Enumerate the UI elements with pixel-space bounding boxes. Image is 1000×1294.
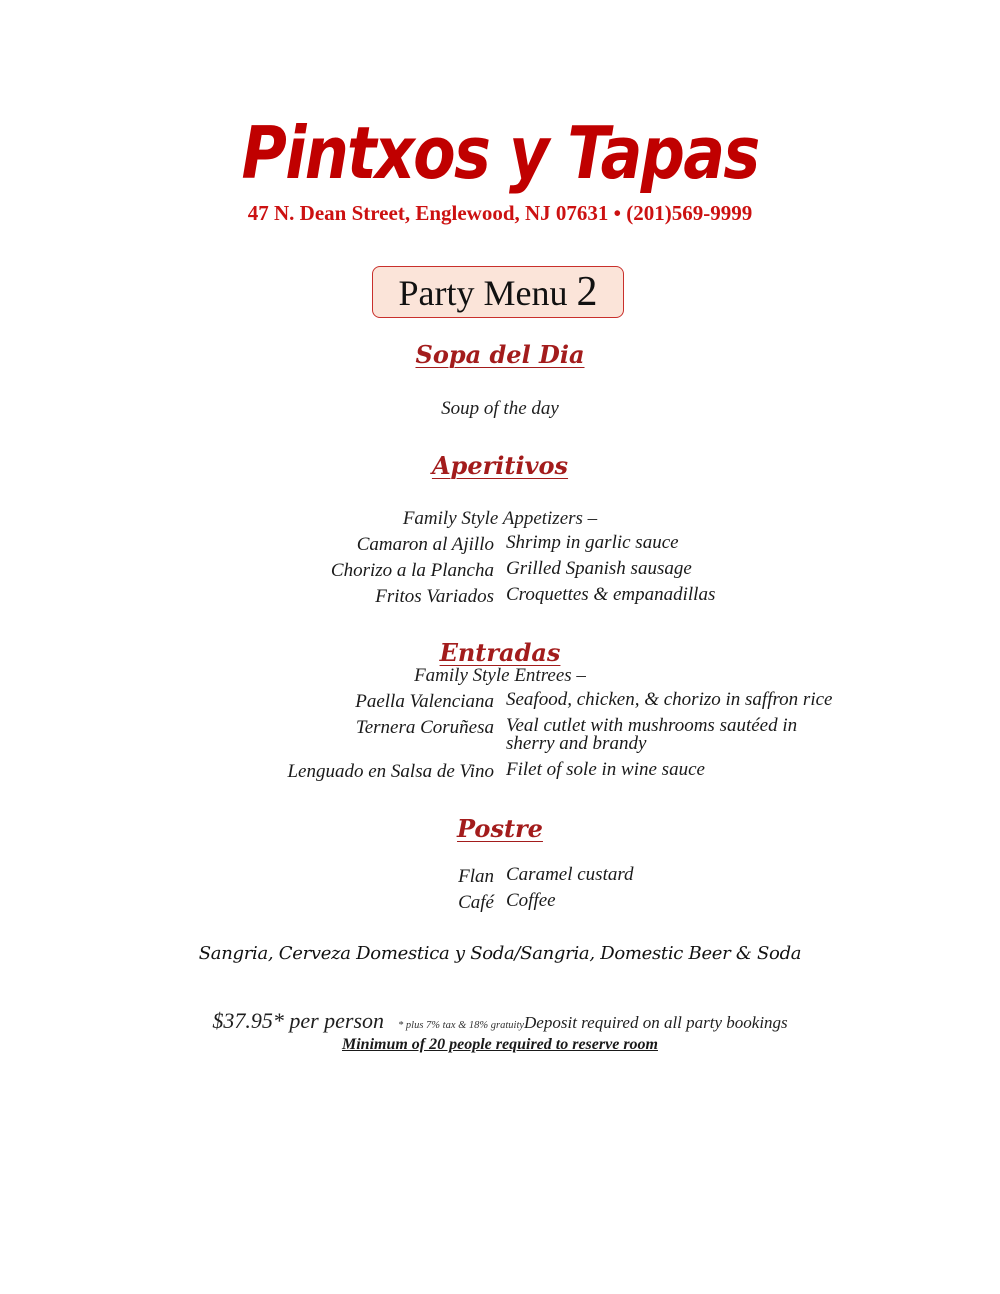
item-english-description: Coffee (506, 890, 556, 911)
restaurant-name: Pintxos y Tapas (241, 111, 759, 195)
restaurant-address: 47 N. Dean Street, Englewood, NJ 07631 • (201)569-9999 (247, 201, 753, 225)
party-menu-text: Party Menu (398, 273, 568, 313)
tax-footnote: * plus 7% tax & 18% gratuity (398, 1020, 525, 1031)
menu-item (0, 892, 1000, 918)
drinks-included: Sangria, Cerveza Domestica y Soda/Sangria, Domestic Beer & Soda (198, 943, 802, 964)
item-english-description: Croquettes & empanadillas (506, 584, 716, 605)
menu-item (0, 761, 1000, 787)
item-spanish-name: Camaron al Ajillo (356, 534, 494, 555)
item-spanish-name: Paella Valenciana (355, 691, 494, 712)
section-heading-entradas: Entradas (439, 638, 561, 667)
item-spanish-name: Lenguado en Salsa de Vino (287, 761, 494, 782)
item-spanish-name: Ternera Coruñesa (355, 717, 494, 738)
item-english-description: Veal cutlet with mushrooms sautéed in sherry and brandy (506, 715, 798, 754)
section-heading-aperitivos: Aperitivos (431, 451, 569, 480)
item-english-description: Shrimp in garlic sauce (506, 532, 679, 553)
deposit-note: Deposit required on all party bookings (524, 1013, 788, 1032)
item-english-description: Caramel custard (506, 864, 634, 885)
sopa-description: Soup of the day (441, 398, 559, 419)
menu-item (0, 866, 1000, 892)
aperitivos-intro: Family Style Appetizers – (402, 508, 598, 529)
item-spanish-name: Café (458, 892, 494, 913)
item-spanish-name: Fritos Variados (375, 586, 494, 607)
section-heading-sopa: Sopa del Dia (415, 340, 585, 369)
entradas-intro: Family Style Entrees – (414, 665, 586, 686)
menu-item (0, 691, 1000, 717)
party-menu-label (372, 266, 624, 318)
menu-item (0, 717, 1000, 761)
item-english-description: Grilled Spanish sausage (506, 558, 692, 579)
menu-item (0, 586, 1000, 612)
menu-item (0, 560, 1000, 586)
item-english-description: Filet of sole in wine sauce (506, 759, 705, 780)
party-menu-number: 2 (576, 269, 598, 315)
item-spanish-name: Chorizo a la Plancha (330, 560, 494, 581)
menu-item (0, 534, 1000, 560)
section-heading-postre: Postre (457, 814, 543, 843)
pricing-line (0, 1008, 1000, 1034)
item-english-description: Seafood, chicken, & chorizo in saffron rice (506, 689, 833, 710)
price-per-person: $37.95* per person (212, 1008, 385, 1033)
minimum-guests-note: Minimum of 20 people required to reserve room (342, 1036, 658, 1053)
item-spanish-name: Flan (458, 866, 494, 887)
